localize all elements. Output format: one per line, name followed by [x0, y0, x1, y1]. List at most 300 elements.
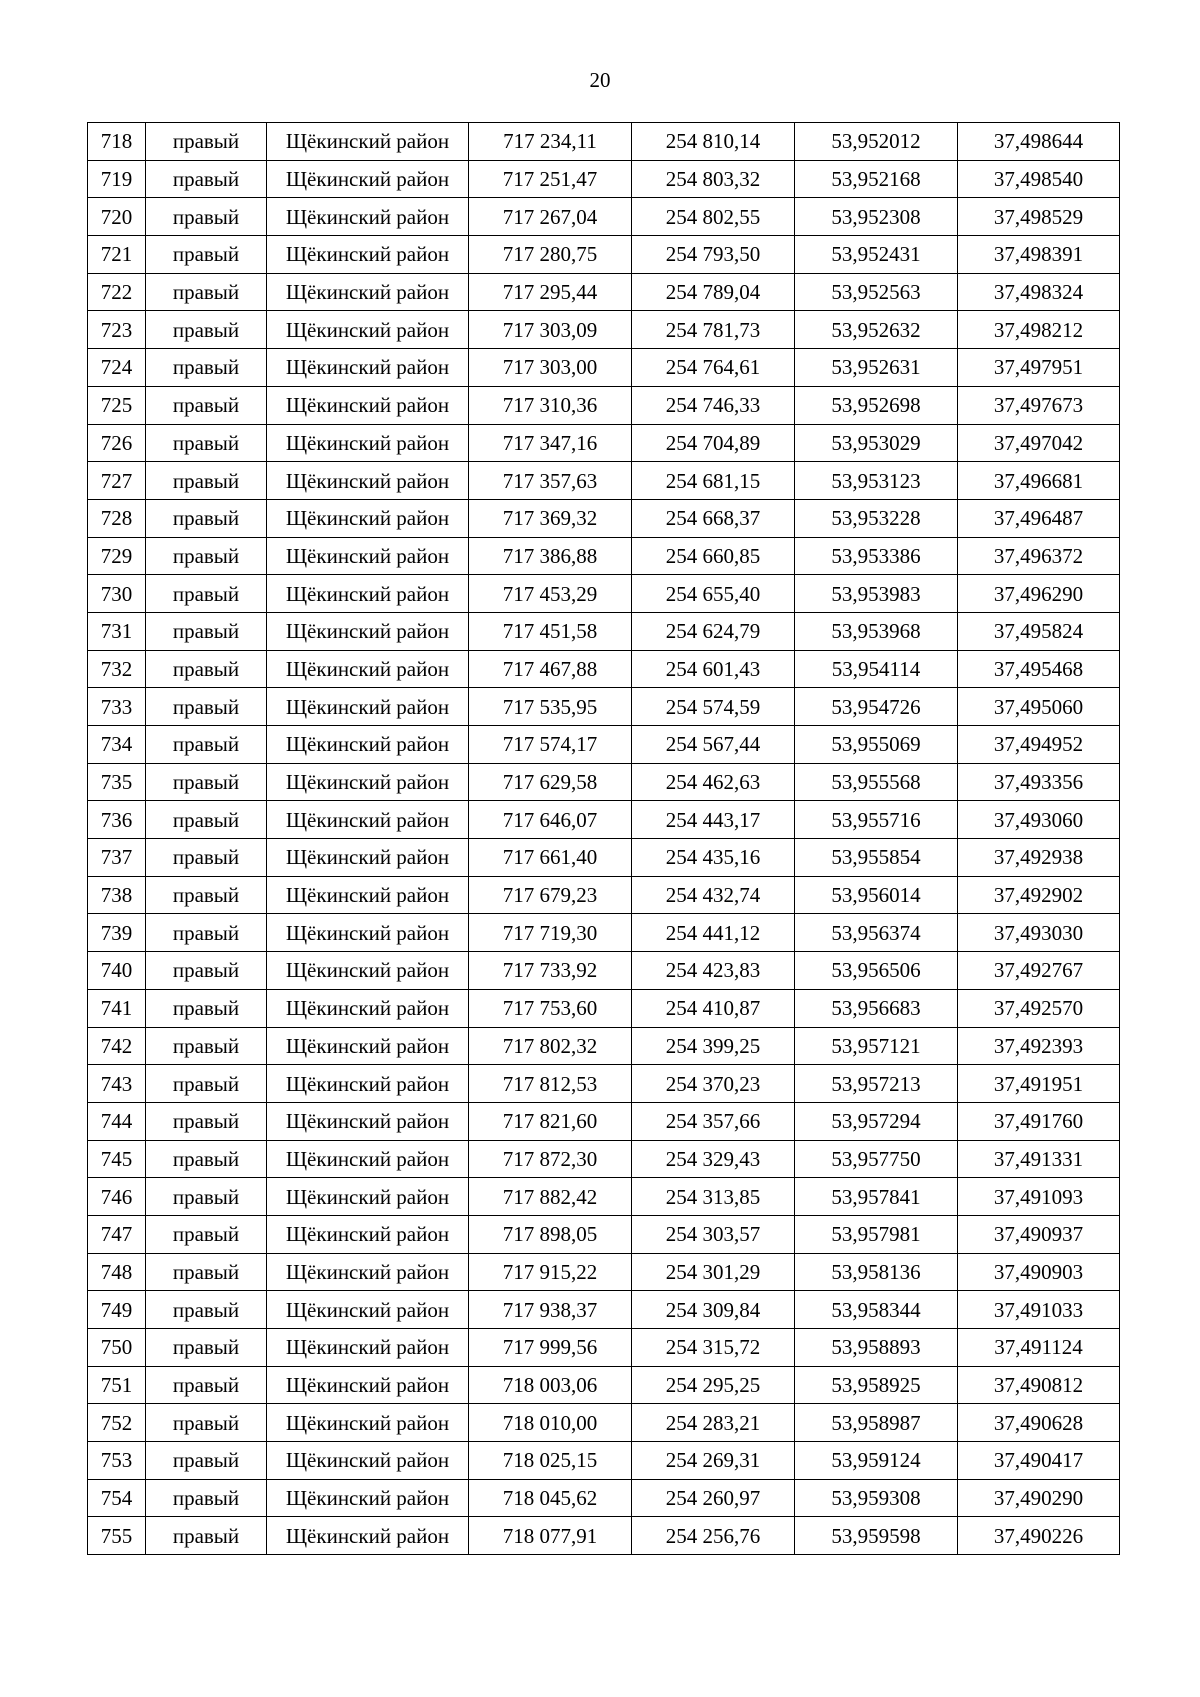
x-coordinate-cell: 717 646,07: [469, 801, 632, 839]
x-coordinate-cell: 717 453,29: [469, 575, 632, 613]
y-coordinate-cell: 254 660,85: [632, 537, 795, 575]
point-number-cell: 725: [88, 386, 146, 424]
district-cell: Щёкинский район: [267, 311, 469, 349]
district-cell: Щёкинский район: [267, 1027, 469, 1065]
y-coordinate-cell: 254 260,97: [632, 1479, 795, 1517]
y-coordinate-cell: 254 704,89: [632, 424, 795, 462]
latitude-cell: 53,955854: [795, 839, 958, 877]
y-coordinate-cell: 254 803,32: [632, 160, 795, 198]
bank-side-cell: правый: [146, 1178, 267, 1216]
longitude-cell: 37,490226: [958, 1517, 1120, 1555]
latitude-cell: 53,957750: [795, 1140, 958, 1178]
district-cell: Щёкинский район: [267, 726, 469, 764]
x-coordinate-cell: 717 535,95: [469, 688, 632, 726]
bank-side-cell: правый: [146, 462, 267, 500]
longitude-cell: 37,491951: [958, 1065, 1120, 1103]
x-coordinate-cell: 717 251,47: [469, 160, 632, 198]
y-coordinate-cell: 254 269,31: [632, 1442, 795, 1480]
y-coordinate-cell: 254 655,40: [632, 575, 795, 613]
bank-side-cell: правый: [146, 952, 267, 990]
bank-side-cell: правый: [146, 236, 267, 274]
point-number-cell: 723: [88, 311, 146, 349]
latitude-cell: 53,953968: [795, 612, 958, 650]
table-row: [88, 1102, 1120, 1140]
table-row: [88, 1215, 1120, 1253]
longitude-cell: 37,494952: [958, 726, 1120, 764]
district-cell: Щёкинский район: [267, 1291, 469, 1329]
point-number-cell: 754: [88, 1479, 146, 1517]
table-body: [88, 123, 1120, 1555]
bank-side-cell: правый: [146, 801, 267, 839]
district-cell: Щёкинский район: [267, 839, 469, 877]
latitude-cell: 53,955568: [795, 763, 958, 801]
longitude-cell: 37,492393: [958, 1027, 1120, 1065]
x-coordinate-cell: 717 234,11: [469, 123, 632, 161]
bank-side-cell: правый: [146, 1140, 267, 1178]
bank-side-cell: правый: [146, 914, 267, 952]
district-cell: Щёкинский район: [267, 1102, 469, 1140]
y-coordinate-cell: 254 256,76: [632, 1517, 795, 1555]
y-coordinate-cell: 254 746,33: [632, 386, 795, 424]
bank-side-cell: правый: [146, 1102, 267, 1140]
latitude-cell: 53,952563: [795, 273, 958, 311]
bank-side-cell: правый: [146, 424, 267, 462]
x-coordinate-cell: 717 679,23: [469, 876, 632, 914]
district-cell: Щёкинский район: [267, 1178, 469, 1216]
point-number-cell: 722: [88, 273, 146, 311]
latitude-cell: 53,952631: [795, 349, 958, 387]
longitude-cell: 37,497042: [958, 424, 1120, 462]
latitude-cell: 53,957213: [795, 1065, 958, 1103]
latitude-cell: 53,957981: [795, 1215, 958, 1253]
bank-side-cell: правый: [146, 499, 267, 537]
longitude-cell: 37,493060: [958, 801, 1120, 839]
table-row: [88, 236, 1120, 274]
bank-side-cell: правый: [146, 1215, 267, 1253]
district-cell: Щёкинский район: [267, 1329, 469, 1367]
x-coordinate-cell: 717 310,36: [469, 386, 632, 424]
table-row: [88, 1291, 1120, 1329]
bank-side-cell: правый: [146, 575, 267, 613]
x-coordinate-cell: 717 821,60: [469, 1102, 632, 1140]
point-number-cell: 726: [88, 424, 146, 462]
bank-side-cell: правый: [146, 273, 267, 311]
latitude-cell: 53,953386: [795, 537, 958, 575]
bank-side-cell: правый: [146, 1404, 267, 1442]
district-cell: Щёкинский район: [267, 575, 469, 613]
table-row: [88, 198, 1120, 236]
district-cell: Щёкинский район: [267, 160, 469, 198]
longitude-cell: 37,490937: [958, 1215, 1120, 1253]
table-row: [88, 1479, 1120, 1517]
bank-side-cell: правый: [146, 1291, 267, 1329]
x-coordinate-cell: 718 025,15: [469, 1442, 632, 1480]
point-number-cell: 749: [88, 1291, 146, 1329]
point-number-cell: 741: [88, 989, 146, 1027]
x-coordinate-cell: 717 303,00: [469, 349, 632, 387]
district-cell: Щёкинский район: [267, 989, 469, 1027]
bank-side-cell: правый: [146, 1517, 267, 1555]
x-coordinate-cell: 717 812,53: [469, 1065, 632, 1103]
table-row: [88, 386, 1120, 424]
y-coordinate-cell: 254 423,83: [632, 952, 795, 990]
table-row: [88, 1140, 1120, 1178]
table-row: [88, 801, 1120, 839]
district-cell: Щёкинский район: [267, 462, 469, 500]
longitude-cell: 37,495468: [958, 650, 1120, 688]
point-number-cell: 727: [88, 462, 146, 500]
longitude-cell: 37,498324: [958, 273, 1120, 311]
district-cell: Щёкинский район: [267, 876, 469, 914]
y-coordinate-cell: 254 309,84: [632, 1291, 795, 1329]
bank-side-cell: правый: [146, 1253, 267, 1291]
longitude-cell: 37,491124: [958, 1329, 1120, 1367]
point-number-cell: 747: [88, 1215, 146, 1253]
district-cell: Щёкинский район: [267, 236, 469, 274]
y-coordinate-cell: 254 462,63: [632, 763, 795, 801]
y-coordinate-cell: 254 432,74: [632, 876, 795, 914]
bank-side-cell: правый: [146, 1366, 267, 1404]
table-row: [88, 349, 1120, 387]
point-number-cell: 752: [88, 1404, 146, 1442]
y-coordinate-cell: 254 313,85: [632, 1178, 795, 1216]
point-number-cell: 724: [88, 349, 146, 387]
table-row: [88, 1253, 1120, 1291]
bank-side-cell: правый: [146, 726, 267, 764]
latitude-cell: 53,952632: [795, 311, 958, 349]
longitude-cell: 37,498212: [958, 311, 1120, 349]
y-coordinate-cell: 254 567,44: [632, 726, 795, 764]
longitude-cell: 37,498529: [958, 198, 1120, 236]
district-cell: Щёкинский район: [267, 763, 469, 801]
table-row: [88, 763, 1120, 801]
latitude-cell: 53,952012: [795, 123, 958, 161]
x-coordinate-cell: 717 280,75: [469, 236, 632, 274]
y-coordinate-cell: 254 399,25: [632, 1027, 795, 1065]
latitude-cell: 53,956506: [795, 952, 958, 990]
point-number-cell: 745: [88, 1140, 146, 1178]
x-coordinate-cell: 717 467,88: [469, 650, 632, 688]
y-coordinate-cell: 254 793,50: [632, 236, 795, 274]
bank-side-cell: правый: [146, 537, 267, 575]
x-coordinate-cell: 717 733,92: [469, 952, 632, 990]
table-row: [88, 311, 1120, 349]
bank-side-cell: правый: [146, 1442, 267, 1480]
district-cell: Щёкинский район: [267, 1253, 469, 1291]
latitude-cell: 53,957121: [795, 1027, 958, 1065]
latitude-cell: 53,958136: [795, 1253, 958, 1291]
x-coordinate-cell: 718 077,91: [469, 1517, 632, 1555]
district-cell: Щёкинский район: [267, 386, 469, 424]
point-number-cell: 734: [88, 726, 146, 764]
district-cell: Щёкинский район: [267, 1140, 469, 1178]
longitude-cell: 37,491033: [958, 1291, 1120, 1329]
point-number-cell: 746: [88, 1178, 146, 1216]
longitude-cell: 37,496681: [958, 462, 1120, 500]
longitude-cell: 37,493030: [958, 914, 1120, 952]
district-cell: Щёкинский район: [267, 499, 469, 537]
latitude-cell: 53,952308: [795, 198, 958, 236]
latitude-cell: 53,952168: [795, 160, 958, 198]
table-row: [88, 839, 1120, 877]
district-cell: Щёкинский район: [267, 801, 469, 839]
latitude-cell: 53,958344: [795, 1291, 958, 1329]
x-coordinate-cell: 717 629,58: [469, 763, 632, 801]
district-cell: Щёкинский район: [267, 1065, 469, 1103]
longitude-cell: 37,496290: [958, 575, 1120, 613]
latitude-cell: 53,953029: [795, 424, 958, 462]
district-cell: Щёкинский район: [267, 1215, 469, 1253]
bank-side-cell: правый: [146, 386, 267, 424]
x-coordinate-cell: 717 347,16: [469, 424, 632, 462]
y-coordinate-cell: 254 810,14: [632, 123, 795, 161]
table-row: [88, 1517, 1120, 1555]
point-number-cell: 740: [88, 952, 146, 990]
latitude-cell: 53,957841: [795, 1178, 958, 1216]
x-coordinate-cell: 717 938,37: [469, 1291, 632, 1329]
point-number-cell: 753: [88, 1442, 146, 1480]
x-coordinate-cell: 717 872,30: [469, 1140, 632, 1178]
table-row: [88, 876, 1120, 914]
bank-side-cell: правый: [146, 612, 267, 650]
x-coordinate-cell: 717 882,42: [469, 1178, 632, 1216]
latitude-cell: 53,953123: [795, 462, 958, 500]
latitude-cell: 53,956014: [795, 876, 958, 914]
latitude-cell: 53,955069: [795, 726, 958, 764]
table-row: [88, 273, 1120, 311]
table-row: [88, 952, 1120, 990]
longitude-cell: 37,490417: [958, 1442, 1120, 1480]
y-coordinate-cell: 254 283,21: [632, 1404, 795, 1442]
bank-side-cell: правый: [146, 1065, 267, 1103]
bank-side-cell: правый: [146, 198, 267, 236]
point-number-cell: 742: [88, 1027, 146, 1065]
longitude-cell: 37,497951: [958, 349, 1120, 387]
y-coordinate-cell: 254 802,55: [632, 198, 795, 236]
longitude-cell: 37,493356: [958, 763, 1120, 801]
longitude-cell: 37,492902: [958, 876, 1120, 914]
longitude-cell: 37,492570: [958, 989, 1120, 1027]
point-number-cell: 720: [88, 198, 146, 236]
y-coordinate-cell: 254 315,72: [632, 1329, 795, 1367]
point-number-cell: 728: [88, 499, 146, 537]
district-cell: Щёкинский район: [267, 1479, 469, 1517]
longitude-cell: 37,496487: [958, 499, 1120, 537]
district-cell: Щёкинский район: [267, 1404, 469, 1442]
bank-side-cell: правый: [146, 1479, 267, 1517]
y-coordinate-cell: 254 301,29: [632, 1253, 795, 1291]
y-coordinate-cell: 254 370,23: [632, 1065, 795, 1103]
table-row: [88, 1442, 1120, 1480]
y-coordinate-cell: 254 435,16: [632, 839, 795, 877]
point-number-cell: 743: [88, 1065, 146, 1103]
point-number-cell: 751: [88, 1366, 146, 1404]
bank-side-cell: правый: [146, 688, 267, 726]
longitude-cell: 37,495824: [958, 612, 1120, 650]
latitude-cell: 53,953983: [795, 575, 958, 613]
table-row: [88, 1027, 1120, 1065]
y-coordinate-cell: 254 781,73: [632, 311, 795, 349]
latitude-cell: 53,952698: [795, 386, 958, 424]
longitude-cell: 37,491760: [958, 1102, 1120, 1140]
table-row: [88, 462, 1120, 500]
district-cell: Щёкинский район: [267, 952, 469, 990]
longitude-cell: 37,492938: [958, 839, 1120, 877]
point-number-cell: 731: [88, 612, 146, 650]
bank-side-cell: правый: [146, 311, 267, 349]
bank-side-cell: правый: [146, 1027, 267, 1065]
latitude-cell: 53,956374: [795, 914, 958, 952]
latitude-cell: 53,953228: [795, 499, 958, 537]
latitude-cell: 53,958925: [795, 1366, 958, 1404]
x-coordinate-cell: 718 003,06: [469, 1366, 632, 1404]
bank-side-cell: правый: [146, 650, 267, 688]
x-coordinate-cell: 717 369,32: [469, 499, 632, 537]
district-cell: Щёкинский район: [267, 612, 469, 650]
x-coordinate-cell: 718 045,62: [469, 1479, 632, 1517]
point-number-cell: 737: [88, 839, 146, 877]
table-row: [88, 537, 1120, 575]
district-cell: Щёкинский район: [267, 650, 469, 688]
point-number-cell: 729: [88, 537, 146, 575]
district-cell: Щёкинский район: [267, 198, 469, 236]
table-row: [88, 1065, 1120, 1103]
y-coordinate-cell: 254 681,15: [632, 462, 795, 500]
x-coordinate-cell: 717 357,63: [469, 462, 632, 500]
y-coordinate-cell: 254 574,59: [632, 688, 795, 726]
y-coordinate-cell: 254 441,12: [632, 914, 795, 952]
longitude-cell: 37,491093: [958, 1178, 1120, 1216]
table-row: [88, 123, 1120, 161]
bank-side-cell: правый: [146, 349, 267, 387]
bank-side-cell: правый: [146, 876, 267, 914]
x-coordinate-cell: 717 574,17: [469, 726, 632, 764]
bank-side-cell: правый: [146, 839, 267, 877]
longitude-cell: 37,490812: [958, 1366, 1120, 1404]
x-coordinate-cell: 717 386,88: [469, 537, 632, 575]
bank-side-cell: правый: [146, 763, 267, 801]
latitude-cell: 53,952431: [795, 236, 958, 274]
point-number-cell: 736: [88, 801, 146, 839]
table-row: [88, 650, 1120, 688]
table-row: [88, 688, 1120, 726]
district-cell: Щёкинский район: [267, 1366, 469, 1404]
point-number-cell: 730: [88, 575, 146, 613]
latitude-cell: 53,959598: [795, 1517, 958, 1555]
point-number-cell: 735: [88, 763, 146, 801]
x-coordinate-cell: 717 303,09: [469, 311, 632, 349]
y-coordinate-cell: 254 624,79: [632, 612, 795, 650]
bank-side-cell: правый: [146, 1329, 267, 1367]
x-coordinate-cell: 717 898,05: [469, 1215, 632, 1253]
y-coordinate-cell: 254 668,37: [632, 499, 795, 537]
point-number-cell: 733: [88, 688, 146, 726]
table-row: [88, 989, 1120, 1027]
point-number-cell: 744: [88, 1102, 146, 1140]
district-cell: Щёкинский район: [267, 1442, 469, 1480]
point-number-cell: 719: [88, 160, 146, 198]
y-coordinate-cell: 254 357,66: [632, 1102, 795, 1140]
latitude-cell: 53,958893: [795, 1329, 958, 1367]
coordinates-table: [87, 122, 1120, 1555]
x-coordinate-cell: 718 010,00: [469, 1404, 632, 1442]
table-row: [88, 612, 1120, 650]
latitude-cell: 53,956683: [795, 989, 958, 1027]
latitude-cell: 53,955716: [795, 801, 958, 839]
point-number-cell: 755: [88, 1517, 146, 1555]
latitude-cell: 53,959124: [795, 1442, 958, 1480]
table-row: [88, 1404, 1120, 1442]
latitude-cell: 53,957294: [795, 1102, 958, 1140]
longitude-cell: 37,498644: [958, 123, 1120, 161]
y-coordinate-cell: 254 410,87: [632, 989, 795, 1027]
x-coordinate-cell: 717 267,04: [469, 198, 632, 236]
district-cell: Щёкинский район: [267, 688, 469, 726]
bank-side-cell: правый: [146, 160, 267, 198]
y-coordinate-cell: 254 443,17: [632, 801, 795, 839]
point-number-cell: 721: [88, 236, 146, 274]
point-number-cell: 732: [88, 650, 146, 688]
bank-side-cell: правый: [146, 989, 267, 1027]
table-row: [88, 726, 1120, 764]
latitude-cell: 53,958987: [795, 1404, 958, 1442]
x-coordinate-cell: 717 999,56: [469, 1329, 632, 1367]
district-cell: Щёкинский район: [267, 1517, 469, 1555]
longitude-cell: 37,492767: [958, 952, 1120, 990]
district-cell: Щёкинский район: [267, 273, 469, 311]
longitude-cell: 37,498540: [958, 160, 1120, 198]
longitude-cell: 37,497673: [958, 386, 1120, 424]
district-cell: Щёкинский район: [267, 123, 469, 161]
point-number-cell: 739: [88, 914, 146, 952]
table-row: [88, 424, 1120, 462]
latitude-cell: 53,959308: [795, 1479, 958, 1517]
longitude-cell: 37,490290: [958, 1479, 1120, 1517]
table-row: [88, 160, 1120, 198]
district-cell: Щёкинский район: [267, 349, 469, 387]
district-cell: Щёкинский район: [267, 424, 469, 462]
table-row: [88, 1366, 1120, 1404]
longitude-cell: 37,496372: [958, 537, 1120, 575]
table-row: [88, 914, 1120, 952]
x-coordinate-cell: 717 451,58: [469, 612, 632, 650]
table-row: [88, 1178, 1120, 1216]
point-number-cell: 718: [88, 123, 146, 161]
latitude-cell: 53,954726: [795, 688, 958, 726]
x-coordinate-cell: 717 753,60: [469, 989, 632, 1027]
bank-side-cell: правый: [146, 123, 267, 161]
point-number-cell: 748: [88, 1253, 146, 1291]
x-coordinate-cell: 717 915,22: [469, 1253, 632, 1291]
table-row: [88, 499, 1120, 537]
x-coordinate-cell: 717 802,32: [469, 1027, 632, 1065]
table-row: [88, 575, 1120, 613]
point-number-cell: 750: [88, 1329, 146, 1367]
longitude-cell: 37,490903: [958, 1253, 1120, 1291]
table-row: [88, 1329, 1120, 1367]
longitude-cell: 37,491331: [958, 1140, 1120, 1178]
page-number: 20: [589, 68, 611, 92]
x-coordinate-cell: 717 295,44: [469, 273, 632, 311]
y-coordinate-cell: 254 329,43: [632, 1140, 795, 1178]
y-coordinate-cell: 254 295,25: [632, 1366, 795, 1404]
y-coordinate-cell: 254 601,43: [632, 650, 795, 688]
longitude-cell: 37,498391: [958, 236, 1120, 274]
district-cell: Щёкинский район: [267, 914, 469, 952]
x-coordinate-cell: 717 661,40: [469, 839, 632, 877]
longitude-cell: 37,495060: [958, 688, 1120, 726]
point-number-cell: 738: [88, 876, 146, 914]
